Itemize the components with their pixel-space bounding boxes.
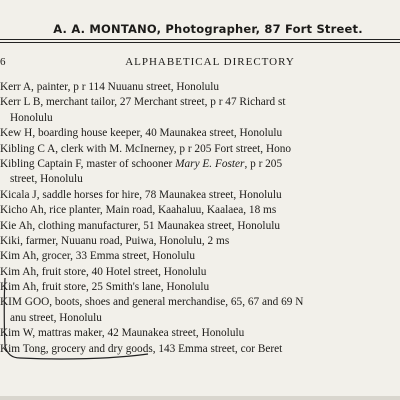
directory-entry: Kerr L B, merchant tailor, 27 Merchant street, p r 47 Richard st	[0, 96, 286, 109]
page-title: ALPHABETICAL DIRECTORY	[125, 56, 295, 68]
directory-entry: Kim W, mattras maker, 42 Maunakea street, Honolulu	[0, 327, 245, 340]
ship-name: Mary E. Foster	[175, 157, 245, 170]
handwritten-bracket-mark	[2, 266, 152, 362]
scan-edge	[0, 396, 400, 400]
directory-entry-highlighted: KIM GOO, boots, shoes and general merchandise, 65, 67 and 69 N	[0, 296, 304, 309]
directory-entry: Kim Ah, fruit store, 40 Hotel street, Honolulu	[0, 265, 207, 278]
directory-entry-continuation: Honolulu	[10, 111, 53, 124]
directory-entry	[0, 157, 400, 172]
directory-entry-continuation: street, Honolulu	[10, 173, 83, 186]
directory-entry: Kicho Ah, rice planter, Main road, Kaahaluu, Kaalaea, 18 ms	[0, 204, 277, 217]
directory-entry: Kew H, boarding house keeper, 40 Maunakea street, Honolulu	[0, 127, 283, 140]
header-rule-double	[0, 42, 400, 43]
directory-entry: Kim Ah, grocer, 33 Emma street, Honolulu	[0, 250, 196, 263]
entry-text: , p r 205	[244, 157, 283, 170]
directory-entry-continuation: anu street, Honolulu	[10, 311, 102, 324]
directory-entry: Kim Tong, grocery and dry goods, 143 Emma street, cor Beret	[0, 342, 283, 355]
header-rule	[0, 39, 400, 40]
photographer-advert: A. A. MONTANO, Photographer, 87 Fort Street.	[53, 22, 363, 36]
directory-entry: Kerr A, painter, p r 114 Nuuanu street, Honolulu	[0, 81, 220, 93]
directory-entry: Kim Ah, fruit store, 25 Smith's lane, Honolulu	[0, 281, 210, 294]
directory-entry: Kicala J, saddle horses for hire, 78 Maunakea street, Honolulu	[0, 188, 282, 201]
directory-entry: Kie Ah, clothing manufacturer, 51 Maunakea street, Honolulu	[0, 219, 281, 232]
directory-entry: Kiki, farmer, Nuuanu road, Puiwa, Honolulu, 2 ms	[0, 234, 230, 247]
page-number: 6	[0, 56, 6, 68]
directory-entry: Kibling C A, clerk with M. McInerney, p r 205 Fort street, Hono	[0, 142, 292, 155]
entry-text: Kibling Captain F, master of schooner	[0, 157, 176, 170]
